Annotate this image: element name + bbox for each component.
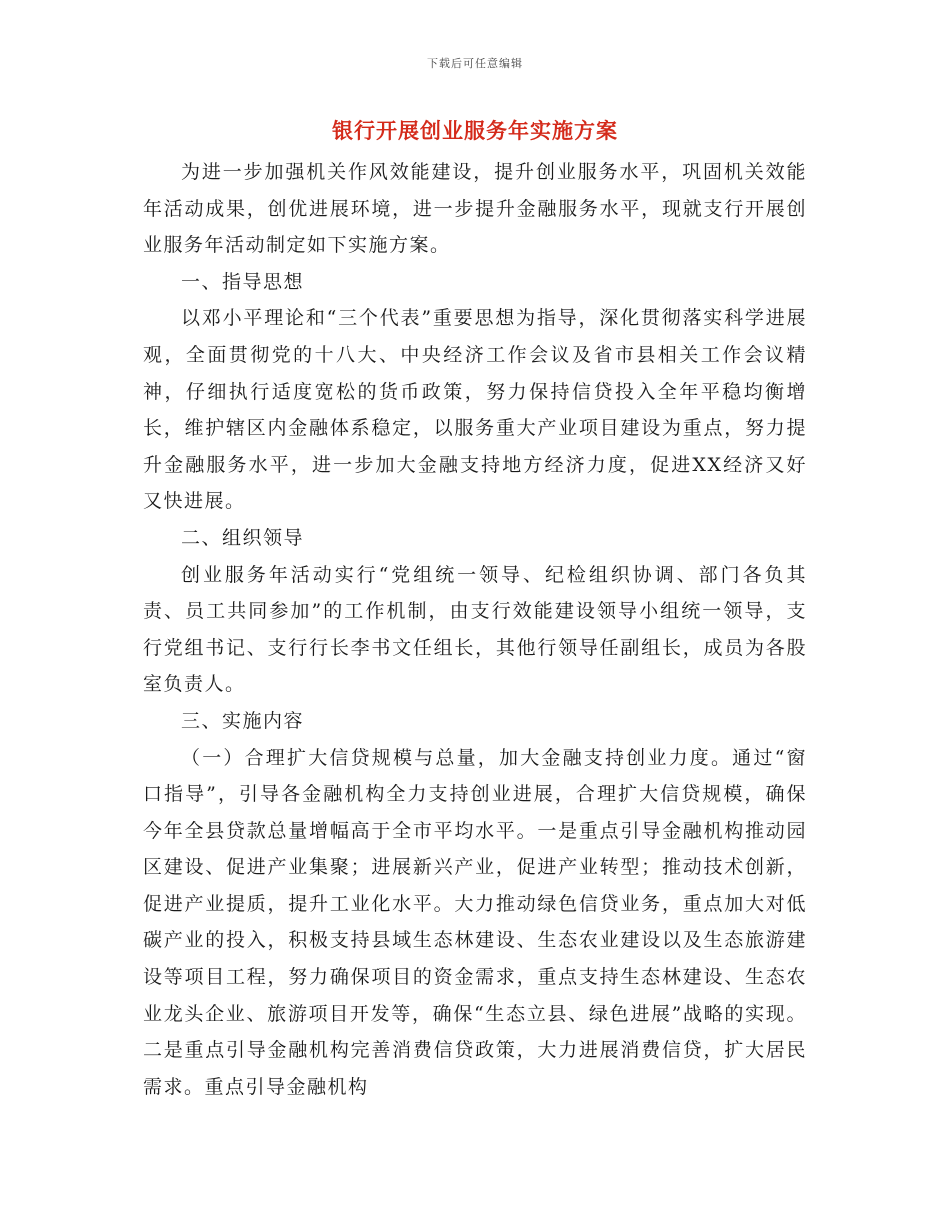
document-title: 银行开展创业服务年实施方案	[332, 118, 618, 143]
guiding-ideology-paragraph: 以邓小平理论和“三个代表”重要思想为指导，深化贯彻落实科学进展观，全面贯彻党的十八大、中央经济工作会议及省市县相关工作会议精神，仔细执行适度宽松的货币政策，努力保持信贷投入全年平稳均衡增长，维护辖区内金融体系稳定，以服务重大产业项目建设为重点，努力提升金融服务水平，进一步加大金融支持地方经济力度，促进XX经济又好又快进展。	[143, 307, 807, 513]
intro-paragraph: 为进一步加强机关作风效能建设，提升创业服务水平，巩固机关效能年活动成果，创优进展环境，进一步提升金融服务水平，现就支行开展创业服务年活动制定如下实施方案。	[143, 161, 807, 257]
section-heading-implementation: 三、实施内容	[181, 709, 305, 732]
implementation-paragraph: （一）合理扩大信贷规模与总量，加大金融支持创业力度。通过“窗口指导”，引导各金融机构全力支持创业进展，合理扩大信贷规模，确保今年全县贷款总量增幅高于全市平均水平。一是重点引导金融机构推动园区建设、促进产业集聚；进展新兴产业，促进产业转型；推动技术创新，促进产业提质，提升工业化水平。大力推动绿色信贷业务，重点加大对低碳产业的投入，积极支持县域生态林建设、生态农业建设以及生态旅游建设等项目工程，努力确保项目的资金需求，重点支持生态林建设、生态农业龙头企业、旅游项目开发等，确保“生态立县、绿色进展”战略的实现。二是重点引导金融机构完善消费信贷政策，大力进展消费信贷，扩大居民需求。重点引导金融机构	[143, 746, 807, 1098]
document-body	[143, 154, 807, 1105]
organization-paragraph: 创业服务年活动实行“党组统一领导、纪检组织协调、部门各负其责、员工共同参加”的工作机制，由支行效能建设领导小组统一领导，支行党组书记、支行行长李书文任组长，其他行领导任副组长，成员为各股室负责人。	[143, 563, 807, 696]
section-heading-organization: 二、组织领导	[181, 526, 305, 549]
header-note: 下载后可任意编辑	[427, 57, 523, 70]
section-heading-guiding-ideology: 一、指导思想	[181, 270, 305, 293]
